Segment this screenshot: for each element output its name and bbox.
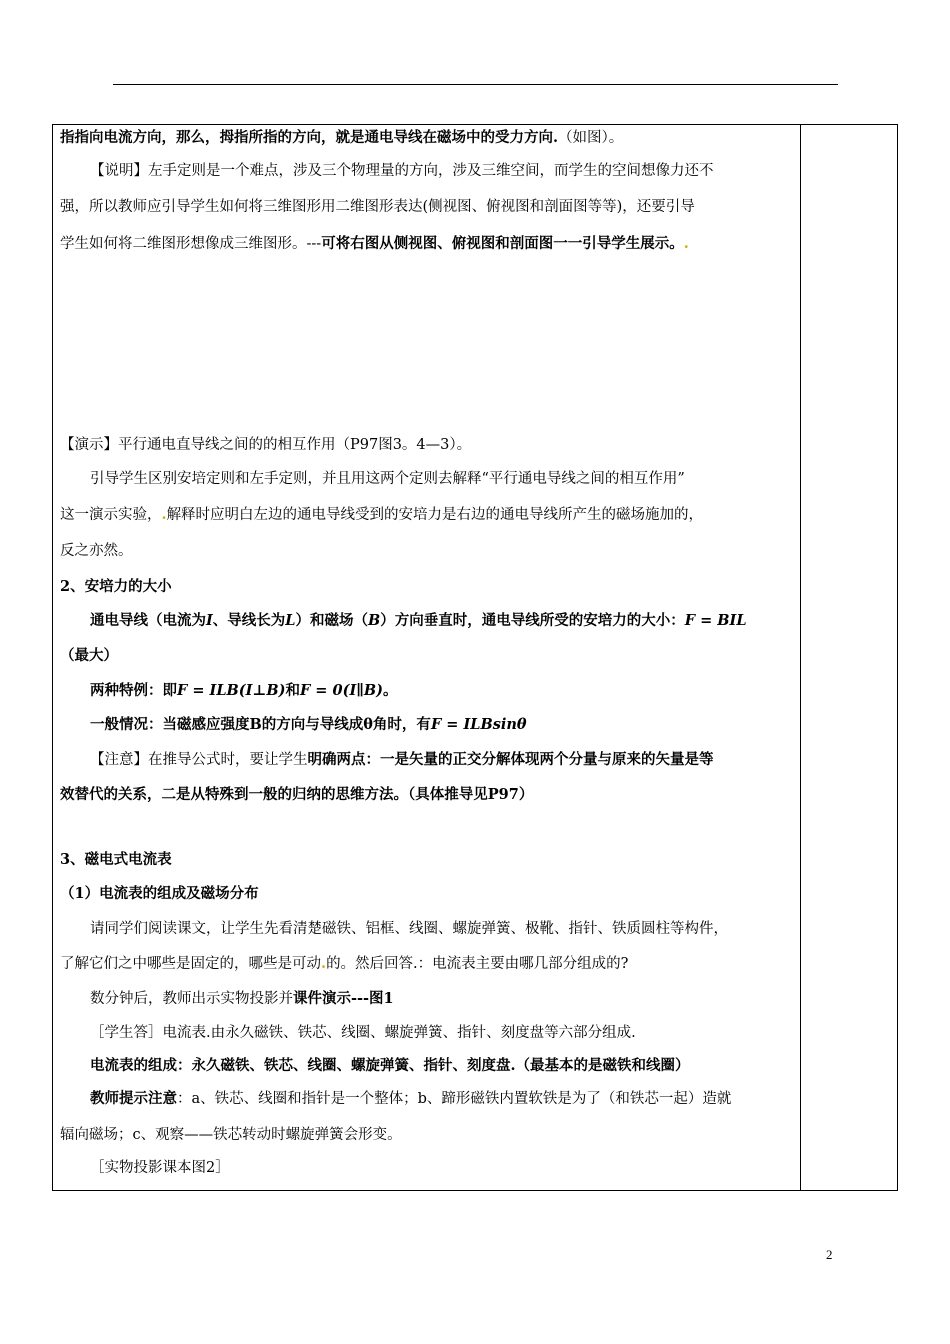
formula: F = ILB(I⊥B) <box>177 682 286 699</box>
explain-line-2 <box>60 197 695 217</box>
text: 、导线长为 <box>212 612 286 629</box>
text: 一般情况：当磁感应强度B的方向与导线成θ角时，有 <box>90 716 431 733</box>
variable: B <box>368 612 381 629</box>
header-rule <box>113 84 838 85</box>
formula: F = BIL <box>684 612 747 629</box>
section3-student-answer: ［学生答］电流表.由永久磁铁、铁芯、线圈、螺旋弹簧、指针、刻度盘等六部分组成. <box>90 1025 636 1041</box>
text: ）和磁场（ <box>295 612 368 629</box>
explain-line-1 <box>90 161 714 181</box>
text: 数分钟后，教师出示实物投影并 <box>90 991 293 1007</box>
text: 左手定则是一个难点，涉及三个物理量的方向，涉及三维空间，而学生的空间想像力还不 <box>148 163 714 179</box>
text: 了解它们之中哪些是固定的，哪些是可动 <box>60 956 321 972</box>
section2-special-cases <box>90 681 398 701</box>
section3-para-2 <box>60 954 628 974</box>
text: ）方向垂直时，通电导线所受的安培力的大小： <box>380 612 685 629</box>
section2-para-1 <box>90 611 747 631</box>
formula: F = 0(I∥B) <box>299 682 384 699</box>
section2-note-line-2: 效替代的关系，二是从特殊到一般的归纳的思维方法。（具体推导见P97） <box>60 786 534 803</box>
section3-para-1: 请同学们阅读课文，让学生先看清楚磁铁、铝框、线圈、螺旋弹簧、极靴、指针、铁质圆柱等构件， <box>90 921 728 937</box>
bold-text: 课件演示---图1 <box>293 990 394 1007</box>
demo-line-1 <box>60 435 471 455</box>
text: 这一演示实验， <box>60 507 162 523</box>
text: 的。然后回答.：电流表主要由哪几部分组成的? <box>326 956 629 972</box>
section3-teacher-note-1 <box>90 1089 731 1109</box>
text: 两种特例：即 <box>90 682 177 699</box>
text: 在推导公式时，要让学生 <box>148 752 308 768</box>
variable: L <box>285 612 296 629</box>
explain-line-3 <box>60 234 689 254</box>
section3-subheading: （1）电流表的组成及磁场分布 <box>60 885 259 902</box>
formula: F = ILBsinθ <box>430 716 527 733</box>
text: 引导学生区别安培定则和左手定则，并且用这两个定则去解释“平行通电导线之间的相互作用” <box>90 471 685 487</box>
text: ：a、铁芯、线圈和指针是一个整体；b、蹄形磁铁内置软铁是为了（和铁芯一起）造就 <box>177 1091 732 1107</box>
section3-projection-note: ［实物投影课本图2］ <box>90 1160 230 1176</box>
text: 学生如何将二维图形想像成三维图形。--- <box>60 236 322 252</box>
text: 强，所以教师应引导学生如何将三维图形用二维图形表达(侧视图、俯视图和剖面图等等)，还要引导 <box>60 199 695 215</box>
text: 通电导线（电流为 <box>90 612 206 629</box>
demo-line-2 <box>90 469 685 489</box>
section2-heading: 2、安培力的大小 <box>60 578 172 595</box>
column-divider <box>800 124 801 1191</box>
para-left-hand-rule-end <box>60 128 623 148</box>
bold-text: 指指向电流方向，那么，拇指所指的方向，就是通电导线在磁场中的受力方向. <box>60 129 559 146</box>
text: 和 <box>285 682 300 699</box>
highlight-mark: . <box>161 506 167 523</box>
page-number: 2 <box>826 1247 833 1262</box>
highlight-mark: . <box>683 235 689 252</box>
section2-note-line-1 <box>90 750 714 770</box>
section3-heading: 3、磁电式电流表 <box>60 851 172 868</box>
demo-tag: 【演示】 <box>60 437 118 453</box>
section2-general-case <box>90 715 527 735</box>
normal-text: （如图）。 <box>558 130 624 146</box>
text: 平行通电直导线之间的的相互作用（P97图3。4—3）。 <box>118 437 472 453</box>
section3-composition: 电流表的组成：永久磁铁、铁芯、线圈、螺旋弹簧、指针、刻度盘.（最基本的是磁铁和线圈） <box>90 1057 690 1074</box>
section3-teacher-note-2: 辐向磁场；c、观察——铁芯转动时螺旋弹簧会形变。 <box>60 1127 402 1143</box>
text: 反之亦然。 <box>60 543 133 559</box>
section3-para-3 <box>90 989 394 1009</box>
variable: I <box>206 612 213 629</box>
demo-line-3 <box>60 505 703 525</box>
bold-text: 可将右图从侧视图、俯视图和剖面图一一引导学生展示。 <box>321 235 684 252</box>
bold-text: 教师提示注意 <box>90 1090 177 1107</box>
bold-text: 明确两点：一是矢量的正交分解体现两个分量与原来的矢量是等 <box>307 751 714 768</box>
demo-line-4 <box>60 541 133 561</box>
section2-para-1-cont: （最大） <box>60 647 118 664</box>
explain-tag: 【说明】 <box>90 163 148 179</box>
note-tag: 【注意】 <box>90 752 148 768</box>
text: 。 <box>383 682 398 699</box>
text: 解释时应明白左边的通电导线受到的安培力是右边的通电导线所产生的磁场施加的， <box>166 507 704 523</box>
highlight-mark: . <box>321 955 327 972</box>
